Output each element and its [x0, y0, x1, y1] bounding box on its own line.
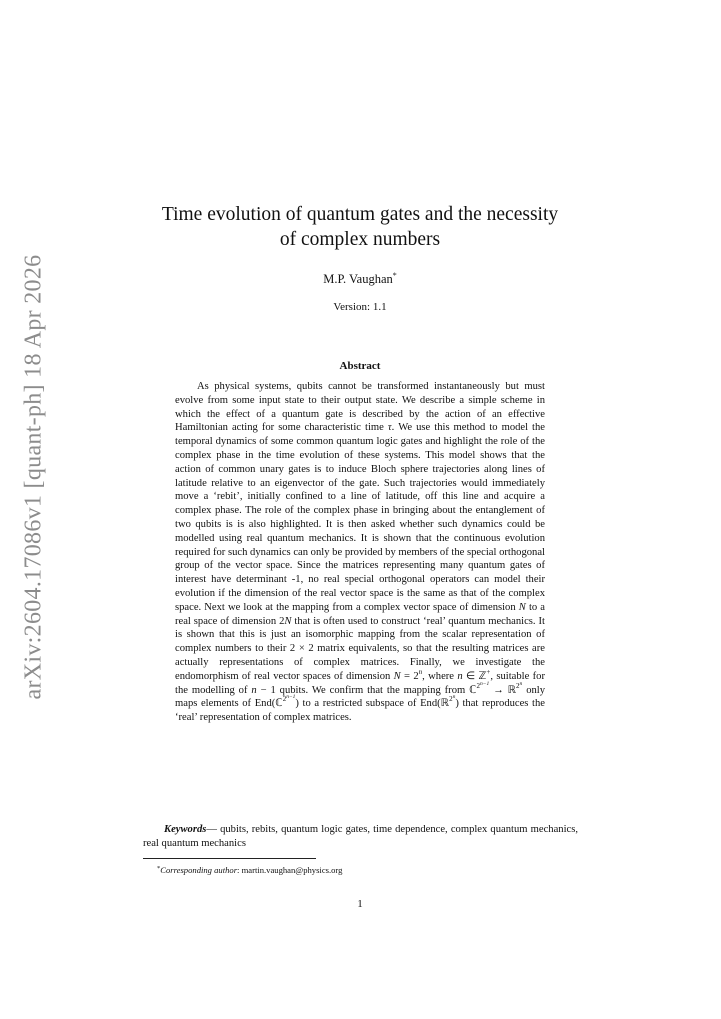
abstract-body [175, 380, 545, 725]
abstract-paragraph: As physical systems, qubits cannot be transformed instantaneously but must evolve from some input state to their output state. We describe a simple scheme in which the effect of a quantum gate is described by the action of an effective Hamiltonian acting for some characteristic time τ. We use this method to model the temporal dynamics of some common quantum logic gates and highlight the role of the complex phase in the time evolution of these systems. This model shows that the action of common unary gates is to induce Bloch sphere trajectories along lines of latitude relative to an eigenvector of the gate. Such trajectories would immediately move a ‘rebit’, initially confined to a line of latitude, off this line and acquire a complex phase. The role of the complex phase in bringing about the entanglement of two qubits is is also highlighted. It is then asked whether such dynamics could be modelled using real quantum mechanics. It is shown that the continuous evolution required for such dynamics can only be provided by members of the special orthogonal group of the vector space. Since the matrices representing many quantum gates of interest have determinant -1, no real special orthogonal operators can model their evolution if the dimension of the real vector space is the same as that of the complex space. Next we look at the mapping from a complex vector space of dimension N to a real space of dimension 2N that is often used to construct ‘real’ quantum mechanics. It is shown that this is just an isomorphic mapping from the scalar representation of complex numbers to their 2 × 2 matrix equivalents, so that the resulting matrices are actually representations of complex matrices. Finally, we investigate the endomorphism of real vector spaces of dimension $N = 2^n$, where n ∈ ℤ+, suitable for the modelling of n − 1 qubits. We confirm that the mapping from ℂ$^{2^{n-1}}$ → ℝ$^{2^n}$ only maps elements of End(ℂ$^{2^{n-1}}$) to a restricted subspace of End(ℝ$^{2^n}$) that reproduces the ‘real’ representation of complex matrices. [175, 381, 546, 724]
arxiv-identifier-text: arXiv:2604.17086v1 [quant-ph] 18 Apr 2026 [20, 254, 47, 700]
keywords-paragraph [143, 823, 578, 851]
keywords-list: — qubits, rebits, quantum logic gates, time dependence, complex quantum mechanics, real quantum mechanics [143, 824, 578, 849]
author [260, 271, 460, 287]
keywords [143, 823, 578, 851]
title-line-1: Time evolution of quantum gates and the necessity [161, 204, 559, 225]
author-footnote-mark: * [392, 271, 397, 280]
abstract-heading: Abstract [339, 360, 381, 372]
page-number: 1 [357, 898, 363, 910]
version-label: Version: 1.1 [333, 301, 387, 313]
keywords-label: Keywords [164, 824, 207, 835]
footnote-divider [143, 858, 316, 859]
footnote-label: Corresponding author [160, 865, 238, 875]
title-line-2: of complex numbers [279, 229, 441, 250]
footnote-email: : martin.vaughan@physics.org [237, 865, 343, 875]
footnote-mark: * [157, 865, 161, 872]
paper-title [130, 202, 590, 252]
footnote [143, 863, 578, 876]
author-name: M.P. Vaughan [323, 272, 393, 286]
